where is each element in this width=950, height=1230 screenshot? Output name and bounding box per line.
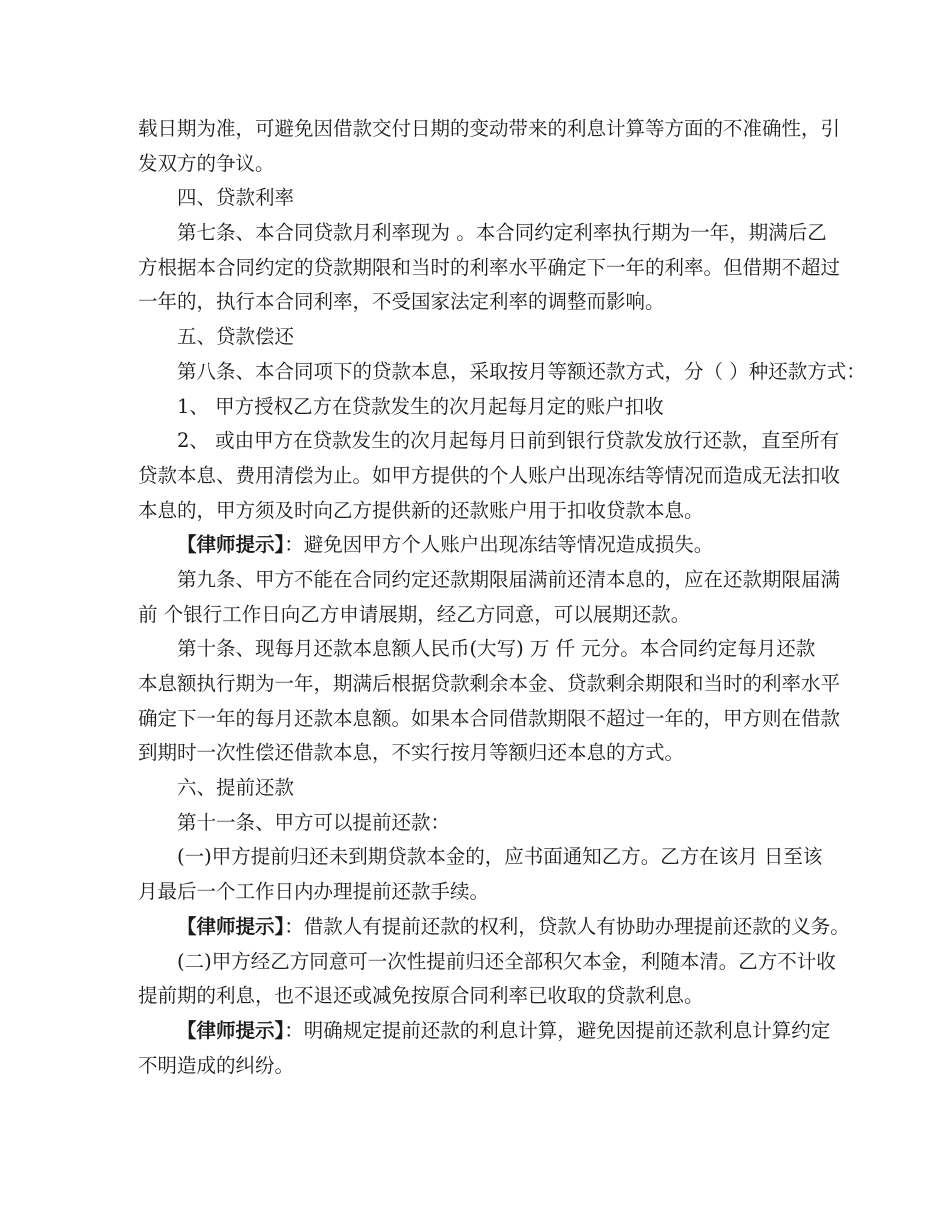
line-text: 贷款本息、费用清偿为止。如甲方提供的个人账户出现冻结等情况而造成无法扣收 xyxy=(138,463,841,487)
text-line xyxy=(138,667,841,702)
text-line xyxy=(138,598,818,633)
line-text: 本息的，甲方须及时向乙方提供新的还款账户用于扣收贷款本息。 xyxy=(138,498,704,522)
lawyer-tip-label: 【律师提示】 xyxy=(177,533,285,557)
line-text: 月最后一个工作日内办理提前还款手续。 xyxy=(138,880,490,904)
line-text: ：明确规定提前还款的利息计算，避免因提前还款利息计算约定 xyxy=(284,1018,831,1042)
line-text: 第十一条、甲方可以提前还款： xyxy=(177,810,451,834)
line-text: 方根据本合同约定的贷款期限和当时的利率水平确定下一年的利率。但借期不超过 xyxy=(138,255,841,279)
line-text: 确定下一年的每月还款本息额。如果本合同借款期限不超过一年的，甲方则在借款 xyxy=(138,706,841,730)
list-item xyxy=(138,424,840,459)
line-text: (一)甲方提前归还未到期贷款本金的，应书面通知乙方。乙方在该月 日至该 xyxy=(177,845,823,869)
line-text: 到期时一次性偿还借款本息，不实行按月等额归还本息的方式。 xyxy=(138,741,685,765)
line-text: 五、贷款偿还 xyxy=(177,325,295,349)
line-text: 载日期为准，可避免因借款交付日期的变动带来的利息计算等方面的不准确性，引 xyxy=(138,117,841,140)
line-text: 一年的，执行本合同利率，不受国家法定利率的调整而影响。 xyxy=(138,290,665,314)
section-heading xyxy=(138,320,818,355)
text-line xyxy=(138,563,841,598)
line-text: (二)甲方经乙方同意可一次性提前归还全部积欠本金，利随本清。乙方不计收 xyxy=(177,949,836,973)
text-line xyxy=(138,216,827,251)
text-line xyxy=(138,251,841,286)
section-heading xyxy=(138,181,818,216)
line-text: 发双方的争议。 xyxy=(138,151,275,175)
text-line xyxy=(138,979,818,1014)
line-text: 第八条、本合同项下的贷款本息，采取按月等额还款方式，分（ ）种还款方式： xyxy=(177,359,866,383)
text-line xyxy=(138,632,818,667)
section-heading xyxy=(138,771,818,806)
line-text: 前 个银行工作日向乙方申请展期，经乙方同意，可以展期还款。 xyxy=(138,602,691,626)
line-text: 1、 甲方授权乙方在贷款发生的次月起每月定的账户扣收 xyxy=(177,394,664,418)
line-text: 2、 或由甲方在贷款发生的次月起每月日前到银行贷款发放行还款，直至所有 xyxy=(177,429,840,453)
line-text: 第十条、现每月还款本息额人民币(大写) 万 仟 元分。本合同约定每月还款 xyxy=(177,637,816,661)
list-item xyxy=(138,840,823,875)
document-page xyxy=(138,112,866,1083)
line-text: 四、贷款利率 xyxy=(177,186,295,210)
text-line xyxy=(138,459,841,494)
line-text: 第九条、甲方不能在合同约定还款期限届满前还清本息的，应在还款期限届满 xyxy=(177,567,841,591)
text-line xyxy=(138,494,818,529)
lawyer-tip xyxy=(138,1014,831,1049)
line-text: 不明造成的纠纷。 xyxy=(138,1053,295,1077)
text-line xyxy=(138,147,818,182)
line-text: 提前期的利息，也不退还或减免按原合同利率已收取的贷款利息。 xyxy=(138,984,704,1008)
text-line xyxy=(138,355,866,390)
lawyer-tip-label: 【律师提示】 xyxy=(177,914,285,938)
lawyer-tip-label: 【律师提示】 xyxy=(177,1018,285,1042)
line-text: 第七条、本合同贷款月利率现为 。本合同约定利率执行期为一年，期满后乙 xyxy=(177,221,827,245)
text-line xyxy=(138,736,818,771)
list-item xyxy=(138,945,836,980)
line-text: 六、提前还款 xyxy=(177,776,295,800)
text-line xyxy=(138,1049,818,1084)
line-text: 本息额执行期为一年，期满后根据贷款剩余本金、贷款剩余期限和当时的利率水平 xyxy=(138,672,841,695)
lawyer-tip xyxy=(138,910,850,945)
text-line xyxy=(138,702,841,737)
lawyer-tip xyxy=(138,528,818,563)
line-text: ：避免因甲方个人账户出现冻结等情况造成损失。 xyxy=(284,533,714,557)
text-line xyxy=(138,285,818,320)
text-line xyxy=(138,806,818,841)
list-item xyxy=(138,390,818,425)
text-line xyxy=(138,112,841,147)
text-line xyxy=(138,875,818,910)
line-text: ：借款人有提前还款的权利，贷款人有协助办理提前还款的义务。 xyxy=(284,914,850,938)
